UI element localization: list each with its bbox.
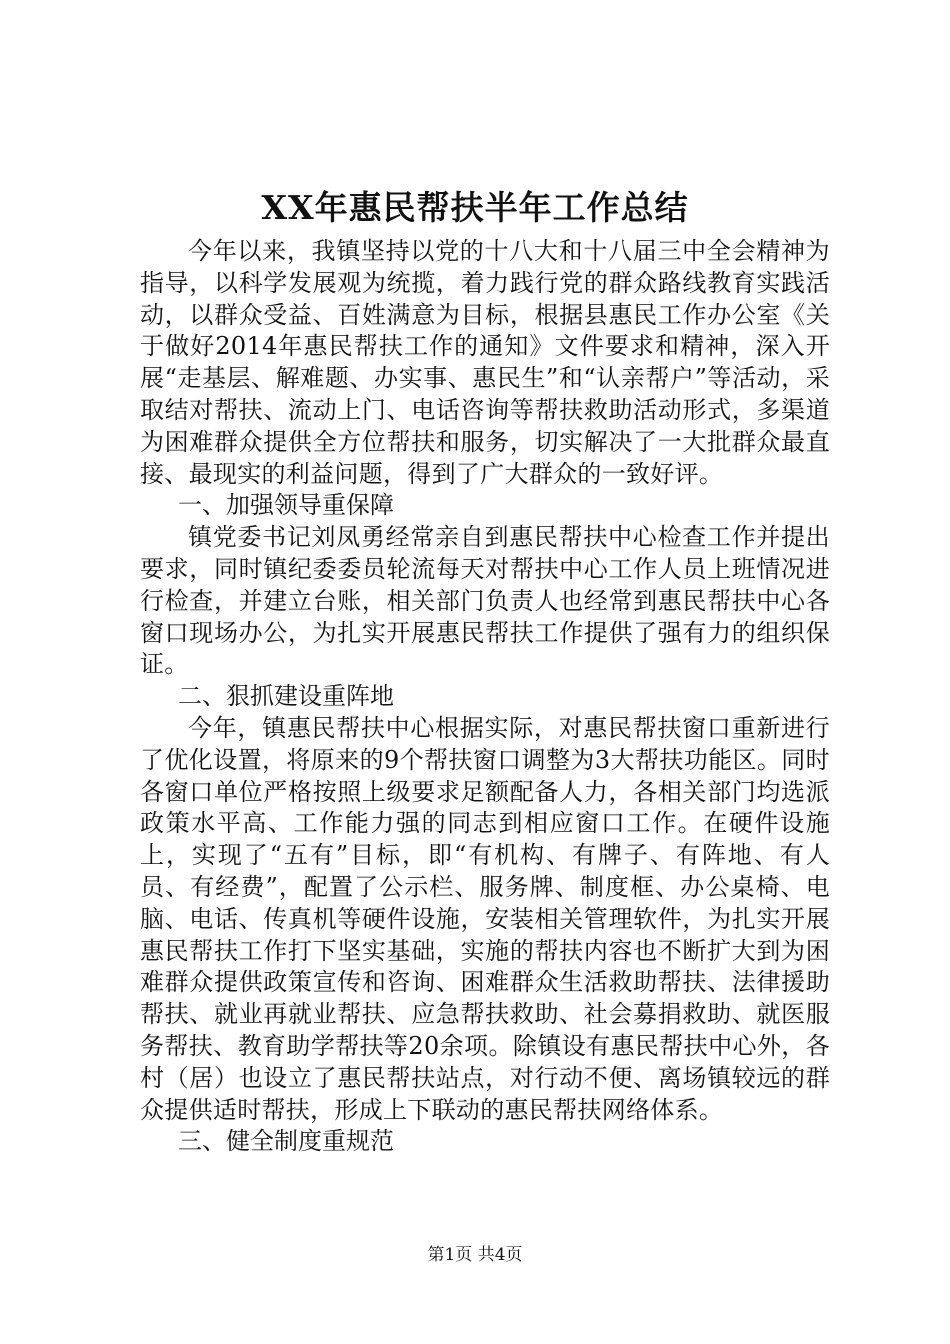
page-footer: 第1页 共4页: [427, 1245, 523, 1265]
document-title: XX年惠民帮扶半年工作总结: [261, 188, 689, 227]
section-text-1: 镇党委书记刘凤勇经常亲自到惠民帮扶中心检查工作并提出要求，同时镇纪委委员轮流每天对帮扶中心工作人员上班情况进行检查，并建立台账，相关部门负责人也经常到惠民帮扶中心各窗口现场办公，为扎实开展惠民帮扶工作提供了强有力的组织保证。: [140, 523, 830, 679]
section-heading-3: 三、健全制度重规范: [178, 1127, 394, 1156]
section-heading-1: 一、加强领导重保障: [178, 491, 394, 520]
intro-paragraph: 今年以来，我镇坚持以党的十八大和十八届三中全会精神为指导，以科学发展观为统揽，着力践行党的群众路线教育实践活动，以群众受益、百姓满意为目标，根据县惠民工作办公室《关于做好2014年惠民帮扶工作的通知》文件要求和精神，深入开展“走基层、解难题、办实事、惠民生”和“认亲帮户”等活动，采取结对帮扶、流动上门、电话咨询等帮扶救助活动形式，多渠道为困难群众提供全方位帮扶和服务，切实解决了一大批群众最直接、最现实的利益问题，得到了广大群众的一致好评。: [140, 237, 830, 488]
section-heading-2: 二、狠抓建设重阵地: [178, 682, 394, 711]
section-text-2: 今年，镇惠民帮扶中心根据实际，对惠民帮扶窗口重新进行了优化设置，将原来的9个帮扶窗口调整为3大帮扶功能区。同时各窗口单位严格按照上级要求足额配备人力，各相关部门均选派政策水平高、工作能力强的同志到相应窗口工作。在硬件设施上，实现了“五有”目标，即“有机构、有牌子、有阵地、有人员、有经费”，配置了公示栏、服务牌、制度框、办公桌椅、电脑、电话、传真机等硬件设施，安装相关管理软件，为扎实开展惠民帮扶工作打下坚实基础，实施的帮扶内容也不断扩大到为困难群众提供政策宣传和咨询、困难群众生活救助帮扶、法律援助帮扶、就业再就业帮扶、应急帮扶救助、社会募捐救助、就医服务帮扶、教育助学帮扶等20余项。除镇设有惠民帮扶中心外，各村（居）也设立了惠民帮扶站点，对行动不便、离场镇较远的群众提供适时帮扶，形成上下联动的惠民帮扶网络体系。: [140, 713, 830, 1124]
document-body: [140, 236, 830, 1158]
